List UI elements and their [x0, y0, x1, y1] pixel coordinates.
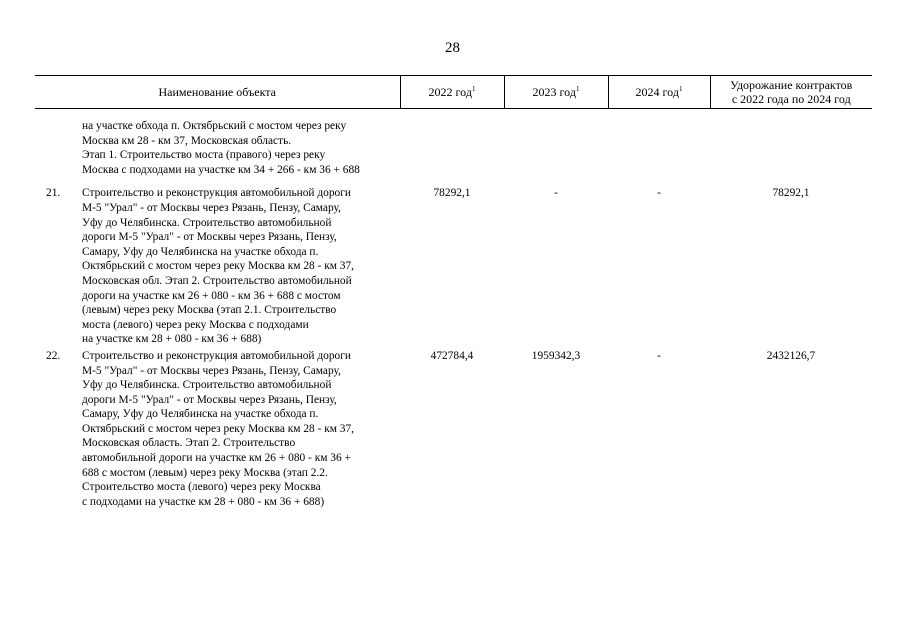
table-row	[35, 177, 872, 347]
header-2023: 2023 год$^1$	[504, 76, 608, 109]
table-row-continuation	[35, 109, 872, 178]
table-row	[35, 347, 872, 510]
value-2022: 78292,1	[433, 187, 471, 200]
header-object-name: Наименование объекта	[35, 76, 400, 109]
cost-table	[35, 75, 872, 509]
value-2022: 472784,4	[430, 349, 474, 362]
row-index: 22.	[46, 349, 61, 362]
row-index: 21.	[46, 187, 61, 200]
table-header-row	[35, 76, 872, 109]
object-name-cell: Строительство и реконструкция автомобильной дороги М-5 "Урал" - от Москвы через Рязань, Пензу, Самару, Уфу до Челябинска. Строительство автомобильной дороги М-5 "Урал" - от Москвы через Рязань, Пензу, Самару, Уфу до Челябинска на участке обхода п. Октябрьский с мостом через реку Москва км 28 - км 37, Московская область. Этап 2. Строительство автомобильной дороги на участке км 26 + 080 - км 36 + 688 с мостом (левым) через реку Москва (этап 2.2. Строительство моста (левого) через реку Москва с подходами на участке км 28 + 080 - км 36 + 688)	[82, 349, 355, 508]
header-2022: 2022 год$^1$	[400, 76, 504, 109]
value-2024: -	[657, 349, 661, 362]
value-cost-increase: 78292,1	[772, 187, 810, 200]
value-2024: -	[657, 187, 661, 200]
page-number: 28	[445, 40, 460, 56]
header-2024: 2024 год$^1$	[608, 76, 710, 109]
row-index	[35, 109, 76, 178]
object-name-cell: Строительство и реконструкция автомобильной дороги М-5 "Урал" - от Москвы через Рязань, Пензу, Самару, Уфу до Челябинска. Строительство автомобильной дороги М-5 "Урал" - от Москвы через Рязань, Пензу, Самару, Уфу до Челябинска на участке обхода п. Октябрьский с мостом через реку Москва км 28 - км 37, Московская обл. Этап 2. Строительство автомобильной дороги на участке км 26 + 080 - км 36 + 688 с мостом (левым) через реку Москва (этап 2.1. Строительство моста (левого) через реку Москва с подходами на участке км 28 + 080 - км 36 + 688)	[82, 187, 355, 346]
value-2023: -	[554, 187, 558, 200]
object-name-cell: на участке обхода п. Октябрьский с мостом через реку Москва км 28 - км 37, Московская область. Этап 1. Строительство моста (правого) через реку Москва с подходами на участке км 34 + 266 - км 36 + 688	[82, 120, 360, 176]
value-cost-increase: 2432126,7	[766, 349, 816, 362]
value-2023: 1959342,3	[531, 349, 581, 362]
header-cost-increase: Удорожание контрактов с 2022 года по 2024 год	[710, 76, 872, 109]
